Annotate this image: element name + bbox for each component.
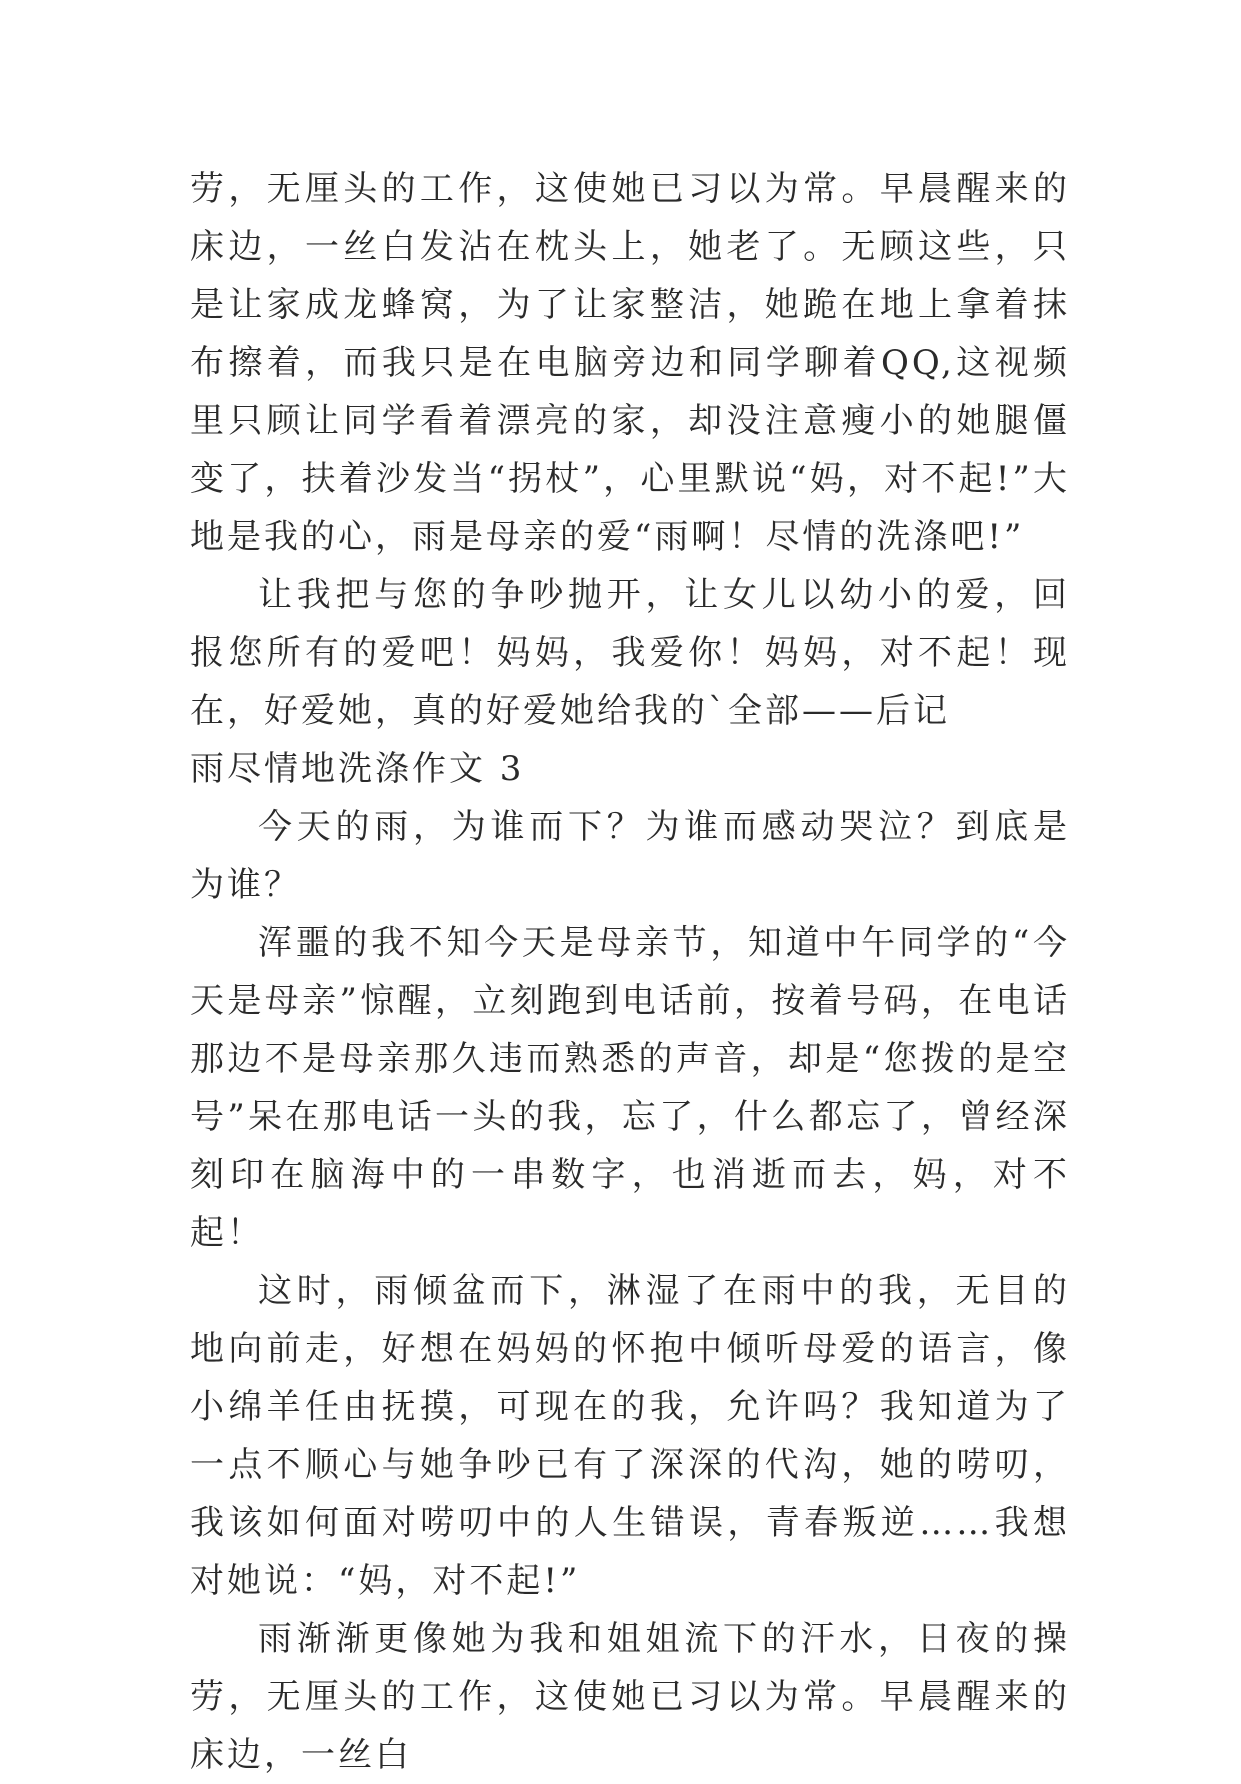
paragraph-question: 今天的雨，为谁而下？为谁而感动哭泣？到底是为谁？: [190, 807, 1070, 905]
document-page: [190, 160, 1070, 1784]
section-title: 雨尽情地洗涤作文 3: [190, 749, 525, 789]
paragraph-afterword: 让我把与您的争吵抛开，让女儿以幼小的爱，回报您所有的爱吧！妈妈，我爱你！妈妈，对不起！现在，好爱她，真的好爱她给我的`全部——后记: [190, 575, 1070, 731]
paragraph-sweat: 雨渐渐更像她为我和姐姐流下的汗水，日夜的操劳，无厘头的工作，这使她已习以为常。早晨醒来的床边，一丝白: [190, 1619, 1070, 1775]
paragraph-rain: 这时，雨倾盆而下，淋湿了在雨中的我，无目的地向前走，好想在妈妈的怀抱中倾听母爱的语言，像小绵羊任由抚摸，可现在的我，允许吗？我知道为了一点不顺心与她争吵已有了深深的代沟，她的唠叨，我该如何面对唠叨中的人生错误，青春叛逆……我想对她说：“妈，对不起!”: [190, 1271, 1070, 1601]
paragraph-mothers-day: 浑噩的我不知今天是母亲节，知道中午同学的“今天是母亲”惊醒，立刻跑到电话前，按着号码，在电话那边不是母亲那久违而熟悉的声音，却是“您拨的是空号”呆在那电话一头的我，忘了，什么都忘了，曾经深刻印在脑海中的一串数字，也消逝而去，妈，对不起！: [190, 923, 1070, 1253]
paragraph-continued: 劳，无厘头的工作，这使她已习以为常。早晨醒来的床边，一丝白发沾在枕头上，她老了。无顾这些，只是让家成龙蜂窝，为了让家整洁，她跪在地上拿着抹布擦着，而我只是在电脑旁边和同学聊着QQ,这视频里只顾让同学看着漂亮的家，却没注意瘦小的她腿僵变了，扶着沙发当“拐杖”，心里默说“妈，对不起!”大地是我的心，雨是母亲的爱“雨啊！尽情的洗涤吧!”: [190, 169, 1070, 557]
